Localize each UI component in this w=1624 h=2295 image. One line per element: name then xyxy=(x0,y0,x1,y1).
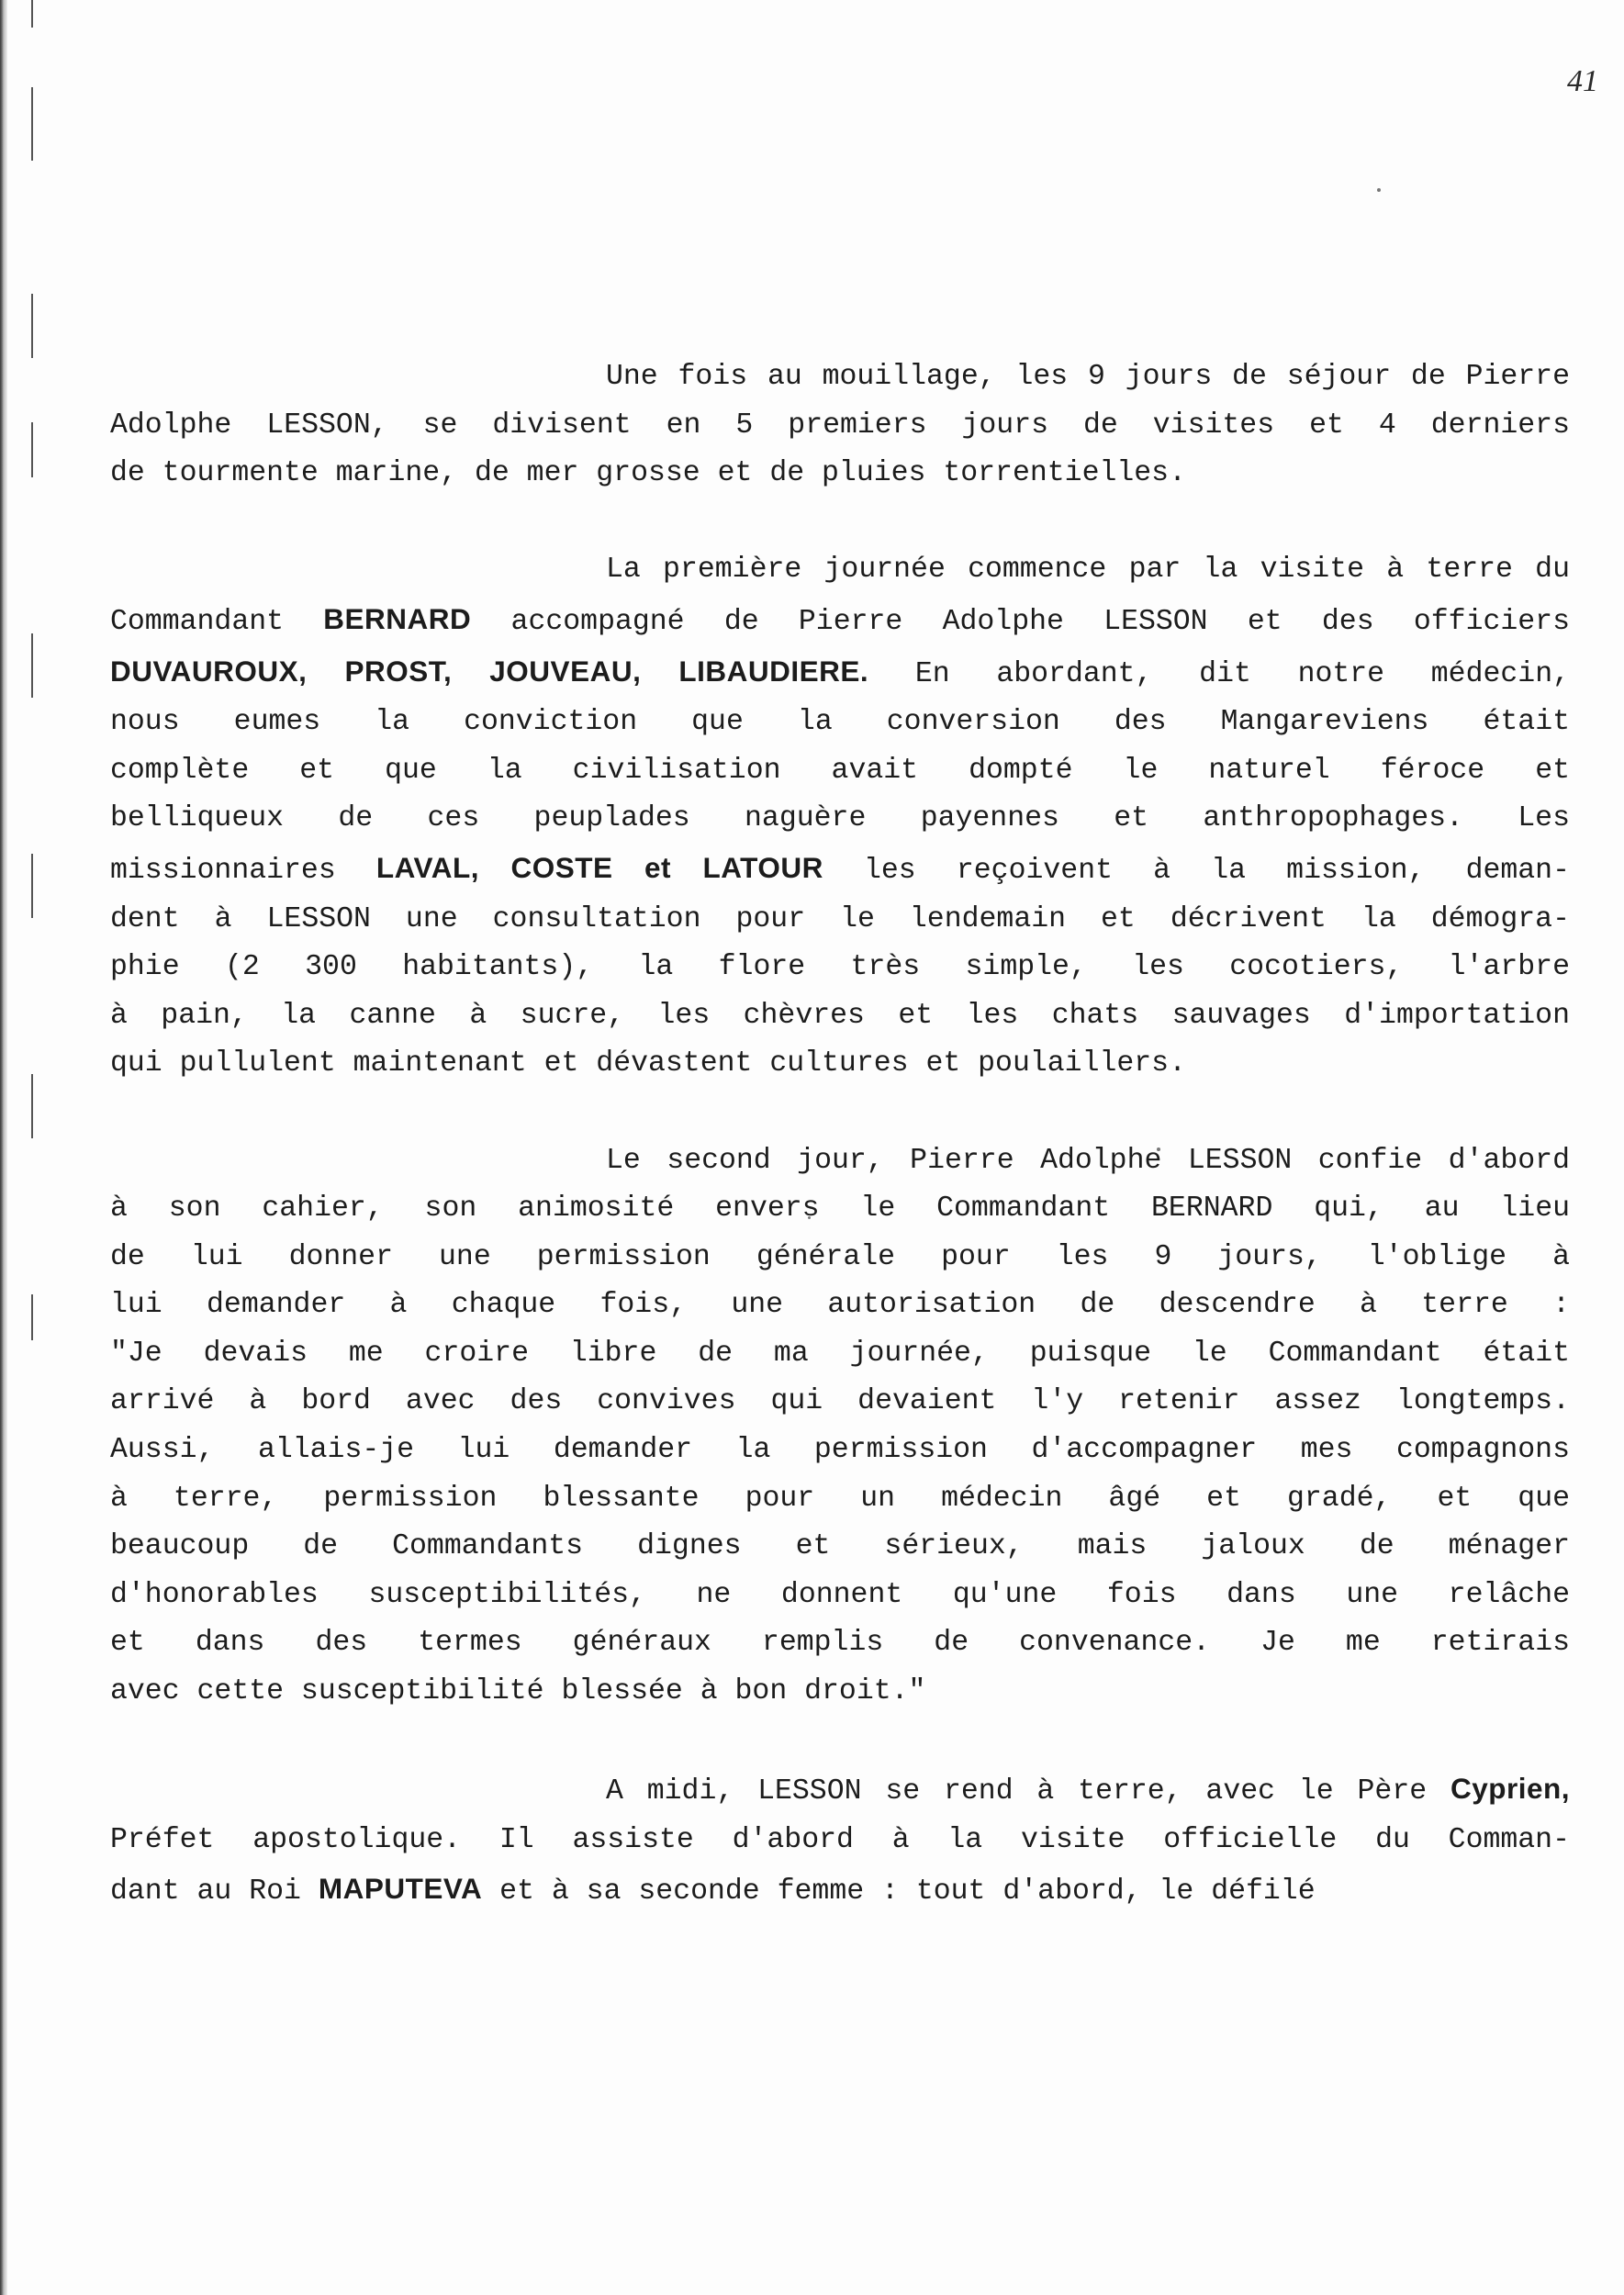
scan-speck xyxy=(1377,188,1381,192)
text-run: Préfet apostolique. Il assiste d'abord à la visite officielle du Comman- xyxy=(110,1823,1570,1856)
edge-mark xyxy=(31,1294,33,1340)
edge-mark xyxy=(31,0,33,28)
bold-name: DUVAUROUX, PROST, JOUVEAU, LIBAUDIERE. xyxy=(110,654,869,688)
binding-edge xyxy=(0,0,7,2295)
text-line xyxy=(358,546,1570,595)
text-line xyxy=(110,844,1570,896)
text-run: dent à LESSON une consultation pour le lendemain et décrivent la démogra- xyxy=(110,902,1570,935)
edge-mark xyxy=(31,422,33,477)
text-run: En abordant, dit notre médecin, xyxy=(868,657,1571,690)
text-line xyxy=(110,1282,1570,1330)
text-line xyxy=(110,795,1570,844)
text-line xyxy=(110,1475,1570,1524)
paragraph xyxy=(110,1764,1570,1917)
text-run: La première journée commence par la visite à terre du xyxy=(606,554,1570,587)
body-text xyxy=(110,353,1571,1917)
page-number: 41 xyxy=(1567,64,1598,98)
paragraph xyxy=(110,353,1570,498)
edge-mark xyxy=(31,87,33,161)
text-line xyxy=(110,402,1570,451)
text-run: missionnaires xyxy=(110,854,376,887)
text-line xyxy=(110,992,1570,1041)
text-line xyxy=(110,1330,1570,1379)
text-line xyxy=(110,1668,1570,1717)
text-line xyxy=(110,1378,1570,1427)
text-line xyxy=(110,896,1570,945)
edge-mark xyxy=(31,633,33,698)
text-run: à son cahier, son animosité envers le Commandant BERNARD qui, au lieu xyxy=(110,1192,1570,1226)
text-run: qui pullulent maintenant et dévastent cultures et poulaillers. xyxy=(110,1047,1186,1080)
text-run: accompagné de Pierre Adolphe LESSON et des officiers xyxy=(471,605,1570,638)
bold-name: MAPUTEVA xyxy=(318,1872,483,1906)
text-run: Adolphe LESSON, se divisent en 5 premiers jours de visites et 4 derniers xyxy=(110,409,1570,442)
text-run: Une fois au mouillage, les 9 jours de séjour de Pierre xyxy=(606,361,1570,393)
text-run: et dans des termes généraux remplis de convenance. Je me retirais xyxy=(110,1627,1570,1660)
text-line xyxy=(110,1185,1570,1234)
text-line xyxy=(110,1427,1570,1475)
text-line xyxy=(110,1040,1570,1089)
text-line xyxy=(110,1864,1570,1917)
text-run: beaucoup de Commandants dignes et sérieux, mais jaloux de ménager xyxy=(110,1530,1570,1563)
text-line xyxy=(358,1764,1570,1817)
text-run: complète et que la civilisation avait dompté le naturel féroce et xyxy=(110,754,1570,787)
text-run: de lui donner une permission générale pour les 9 jours, l'oblige à xyxy=(110,1240,1570,1273)
text-run: Le second jour, Pierre Adolphe LESSON confie d'abord xyxy=(606,1144,1570,1177)
text-line xyxy=(110,1619,1570,1668)
paragraph xyxy=(110,1137,1570,1717)
text-line xyxy=(110,595,1570,647)
text-run: Aussi, allais-je lui demander la permission d'accompagner mes compagnons xyxy=(110,1434,1570,1467)
text-line xyxy=(110,747,1570,796)
edge-mark xyxy=(31,1074,33,1138)
text-run: Commandant xyxy=(110,605,324,638)
edge-mark xyxy=(31,854,33,918)
text-run: dant au Roi xyxy=(110,1875,319,1909)
text-line xyxy=(110,1572,1570,1620)
edge-mark xyxy=(31,294,33,358)
text-line xyxy=(110,699,1570,747)
text-run: phie (2 300 habitants), la flore très simple, les cocotiers, l'arbre xyxy=(110,951,1570,984)
text-run: arrivé à bord avec des convives qui devaient l'y retenir assez longtemps. xyxy=(110,1385,1570,1418)
text-line xyxy=(358,1137,1570,1186)
text-run: les reçoivent à la mission, deman- xyxy=(823,854,1570,887)
text-run: lui demander à chaque fois, une autorisation de descendre à terre : xyxy=(110,1289,1570,1322)
text-line xyxy=(110,450,1570,498)
text-run: "Je devais me croire libre de ma journée, puisque le Commandant était xyxy=(110,1337,1570,1370)
text-line xyxy=(110,647,1571,700)
text-run: à pain, la canne à sucre, les chèvres et les chats sauvages d'importation xyxy=(110,999,1570,1032)
text-line xyxy=(110,944,1570,992)
text-run: nous eumes la conviction que la conversion des Mangareviens était xyxy=(110,706,1570,739)
text-line xyxy=(358,353,1570,402)
bold-name: Cyprien, xyxy=(1450,1772,1570,1806)
text-run: avec cette susceptibilité blessée à bon droit." xyxy=(110,1675,926,1708)
text-run: belliqueux de ces peuplades naguère payennes et anthropophages. Les xyxy=(110,802,1570,835)
text-run: à terre, permission blessante pour un médecin âgé et gradé, et que xyxy=(110,1482,1570,1515)
text-line xyxy=(110,1234,1570,1282)
text-line xyxy=(110,1817,1570,1865)
text-line xyxy=(110,1523,1570,1572)
text-run: A midi, LESSON se rend à terre, avec le Père xyxy=(606,1775,1450,1808)
text-run: d'honorables susceptibilités, ne donnent qu'une fois dans une relâche xyxy=(110,1578,1570,1611)
paragraph xyxy=(110,546,1571,1089)
bold-name: LAVAL, COSTE et LATOUR xyxy=(375,850,823,884)
text-run: et à sa seconde femme : tout d'abord, le défilé xyxy=(482,1875,1316,1909)
text-run: de tourmente marine, de mer grosse et de pluies torrentielles. xyxy=(110,457,1186,490)
bold-name: BERNARD xyxy=(323,601,472,635)
